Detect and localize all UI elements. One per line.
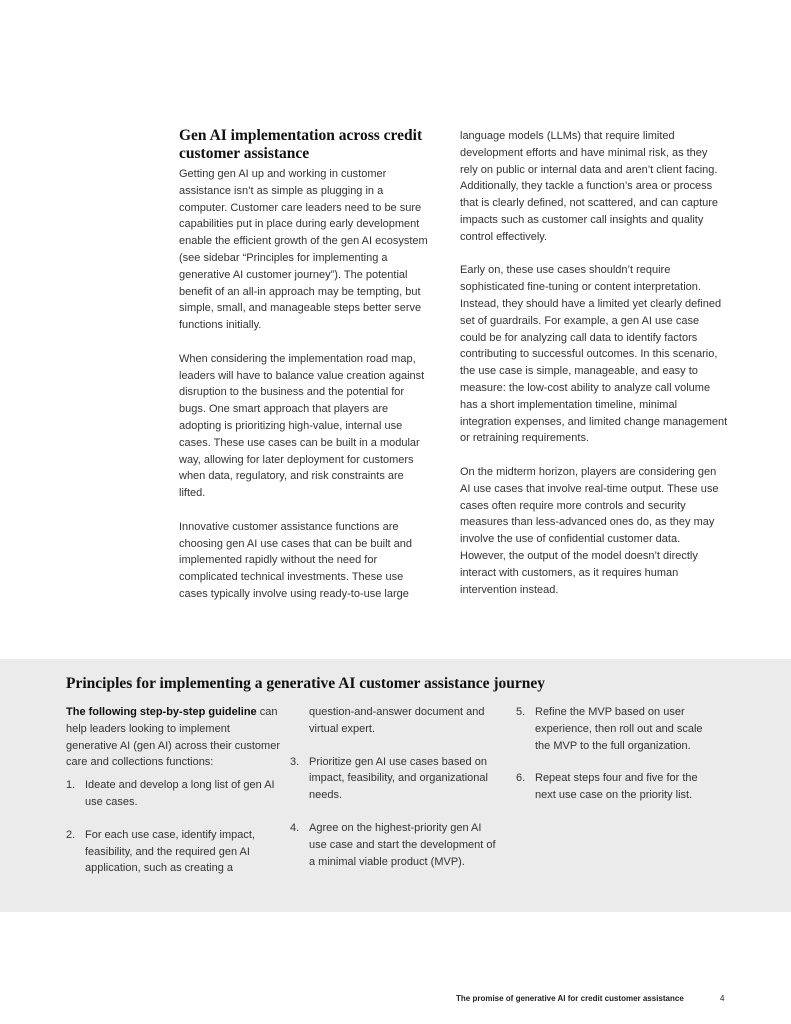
list-item (66, 827, 280, 877)
principles-sidebar (0, 659, 791, 912)
step-text: For each use case, identify impact, feasibility, and the required gen AI application, such as creating a (85, 828, 255, 875)
paragraph: When considering the implementation road map, leaders will have to balance value creation against disruption to the business and the potential for bugs. One smart approach that players are adopting is prioritizing high-value, internal use cases. These use cases can be built in a modular way, allowing for later deployment for customers when data, regulatory, and risk constraints are lifted. (179, 352, 425, 500)
sidebar-title: Principles for implementing a generative AI customer assistance journey (66, 675, 546, 692)
paragraph: language models (LLMs) that require limited development efforts and have minimal risk, as they rely on public or internal data and aren’t client facing. Additionally, they tackle a function’s area or process that is clearly defined, not scattered, and can capture impacts such as customer call insights and quality control effectively. (460, 130, 719, 243)
sidebar-intro (66, 704, 280, 771)
sidebar-column-2 (290, 704, 500, 886)
list-item (290, 754, 500, 804)
step-text: question-and-answer document and virtual expert. (309, 706, 485, 735)
step-text: Prioritize gen AI use cases based on impact, feasibility, and organizational needs. (309, 755, 488, 802)
step-text: Refine the MVP based on user experience, then roll out and scale the MVP to the full organization. (535, 706, 703, 752)
step-number: 2. (66, 828, 76, 841)
section-heading: Gen AI implementation across credit customer assistance (179, 127, 423, 162)
intro-bold: The following step-by-step guideline (66, 706, 257, 718)
right-text-column (460, 128, 728, 615)
step-number: 5. (516, 706, 526, 718)
sidebar-column-3 (516, 704, 716, 820)
intro-text: can help leaders looking to implement generative AI (gen AI) across their customer care and collections functions: (66, 706, 280, 769)
list-item-continued (290, 704, 500, 738)
paragraph: Getting gen AI up and working in customer assistance isn’t as simple as plugging in a computer. Customer care leaders need to be sure capabilities put in place during early development enable the efficient growth of the gen AI ecosystem (see sidebar “Principles for implementing a generative AI customer journey”). The potential benefit of an all-in approach may be tempting, but simple, small, and manageable steps better serve functions initially. (179, 168, 428, 332)
paragraph: Innovative customer assistance functions are choosing gen AI use cases that can be built and implemented rapidly without the need for complicated technical investments. These use cases typically involve using ready-to-use large (179, 520, 412, 600)
left-text-column (179, 166, 429, 620)
paragraph: On the midterm horizon, players are considering gen AI use cases that involve real-time output. These use cases often require more controls and security measures than less-advanced ones do, as they may involve the use of confidential customer data. However, the output of the model doesn’t directly interact with customers, as it requires human intervention instead. (460, 465, 719, 596)
step-number: 6. (516, 772, 526, 785)
list-item (516, 770, 716, 804)
list-item (66, 777, 280, 811)
paragraph: Early on, these use cases shouldn’t require sophisticated fine-tuning or content interpretation. Instead, they should have a limited yet clearly defined set of guardrails. For example, a gen AI use case could be for analyzing call data to identify factors contributing to successful outcomes. In this scenario, the use case is simple, manageable, and easy to measure: the low-cost ability to analyze call volume has a short implementation timeline, minimal integration expenses, and limited change management or retraining requirements. (460, 264, 728, 445)
list-item (290, 820, 500, 870)
list-item (516, 704, 716, 754)
sidebar-column-1 (66, 704, 280, 893)
step-number: 4. (290, 821, 300, 834)
footer-title: The promise of generative AI for credit customer assistance (456, 994, 684, 1003)
step-text: Ideate and develop a long list of gen AI use cases. (85, 779, 275, 808)
step-text: Repeat steps four and five for the next use case on the priority list. (535, 772, 698, 802)
page-number: 4 (720, 994, 725, 1003)
step-text: Agree on the highest-priority gen AI use case and start the development of a minimal viable product (MVP). (309, 821, 496, 868)
step-number: 3. (290, 755, 300, 768)
step-number: 1. (66, 779, 76, 792)
